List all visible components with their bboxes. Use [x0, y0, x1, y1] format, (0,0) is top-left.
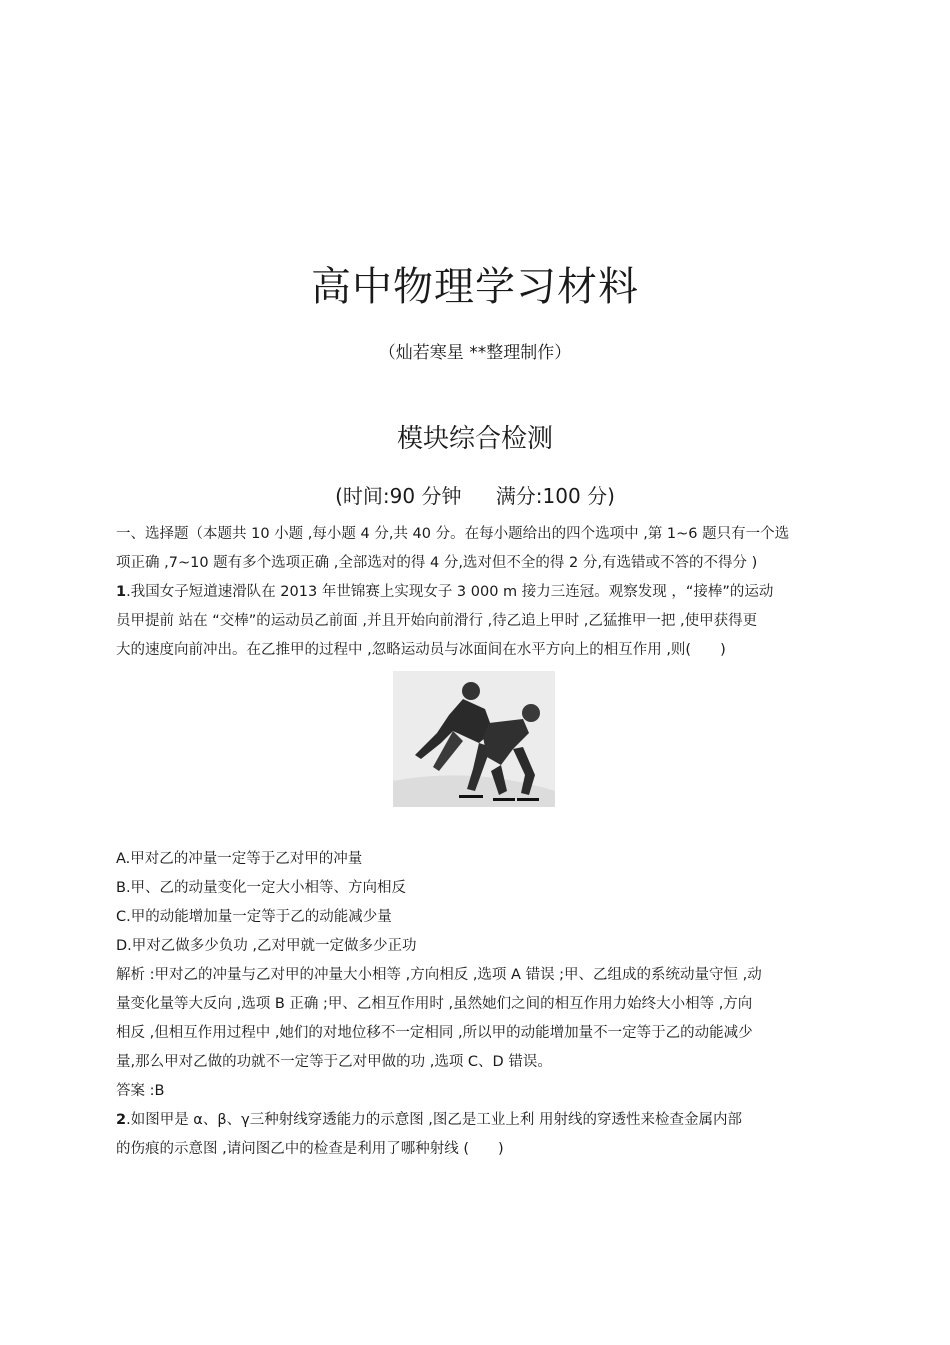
- question-number: 1: [116, 584, 127, 600]
- section-title: 模块综合检测: [396, 424, 553, 454]
- page-subtitle: （灿若寒星 **整理制作）: [378, 343, 572, 363]
- question-2-line: [116, 1106, 834, 1135]
- question-1-line: 员甲提前 站在 “交棒”的运动员乙前面 ,并且开始向前滑行 ,待乙追上甲时 ,乙猛推甲一把 ,使甲获得更: [116, 613, 758, 629]
- instructions-line: 一、选择题（本题共 10 小题 ,每小题 4 分,共 40 分。在每小题给出的四个选项中 ,第 1~6 题只有一个选: [116, 526, 790, 542]
- time-score-line: [0, 480, 950, 509]
- page-title: 高中物理学习材料: [311, 264, 639, 310]
- option-d: D.甲对乙做多少负功 ,乙对甲就一定做多少正功: [116, 938, 417, 954]
- answer-line: 答案 :B: [116, 1083, 165, 1099]
- question-2-line: 的伤痕的示意图 ,请问图乙中的检查是利用了哪种射线 ( ): [116, 1141, 504, 1157]
- figure-container: [116, 671, 834, 811]
- analysis-line: 解析 :甲对乙的冲量与乙对甲的冲量大小相等 ,方向相反 ,选项 A 错误 ;甲、乙组成的系统动量守恒 ,动: [116, 967, 762, 983]
- analysis-line: 量变化量等大反向 ,选项 B 正确 ;甲、乙相互作用时 ,虽然她们之间的相互作用力始终大小相等 ,方向: [116, 996, 753, 1012]
- full-score: 满分:100 分): [495, 484, 615, 508]
- analysis-line: 量,那么甲对乙做的功就不一定等于乙对甲做的功 ,选项 C、D 错误。: [116, 1054, 552, 1070]
- document-body: [116, 520, 834, 1164]
- instructions-line: 项正确 ,7~10 题有多个选项正确 ,全部选对的得 4 分,选对但不全的得 2 分,有选错或不答的不得分 ): [116, 555, 758, 571]
- question-number: 2: [116, 1112, 127, 1128]
- question-1-line: [116, 578, 834, 607]
- skaters-illustration: [393, 671, 555, 807]
- analysis-line: 相反 ,但相互作用过程中 ,她们的对地位移不一定相同 ,所以甲的动能增加量不一定等于乙的动能减少: [116, 1025, 753, 1041]
- skaters-photo: [393, 671, 555, 807]
- question-1-line: 大的速度向前冲出。在乙推甲的过程中 ,忽略运动员与冰面间在水平方向上的相互作用 ,则( ): [116, 642, 726, 658]
- option-a: A.甲对乙的冲量一定等于乙对甲的冲量: [116, 851, 363, 867]
- option-c: C.甲的动能增加量一定等于乙的动能减少量: [116, 909, 392, 925]
- question-text: .我国女子短道速滑队在 2013 年世锦赛上实现女子 3 000 m 接力三连冠。观察发现 ，“接棒”的运动: [126, 584, 774, 600]
- question-text: .如图甲是 α、β、γ三种射线穿透能力的示意图 ,图乙是工业上利 用射线的穿透性来检查金属内部: [126, 1112, 743, 1128]
- option-b: B.甲、乙的动量变化一定大小相等、方向相反: [116, 880, 407, 896]
- time-limit: (时间:90 分钟: [335, 484, 462, 508]
